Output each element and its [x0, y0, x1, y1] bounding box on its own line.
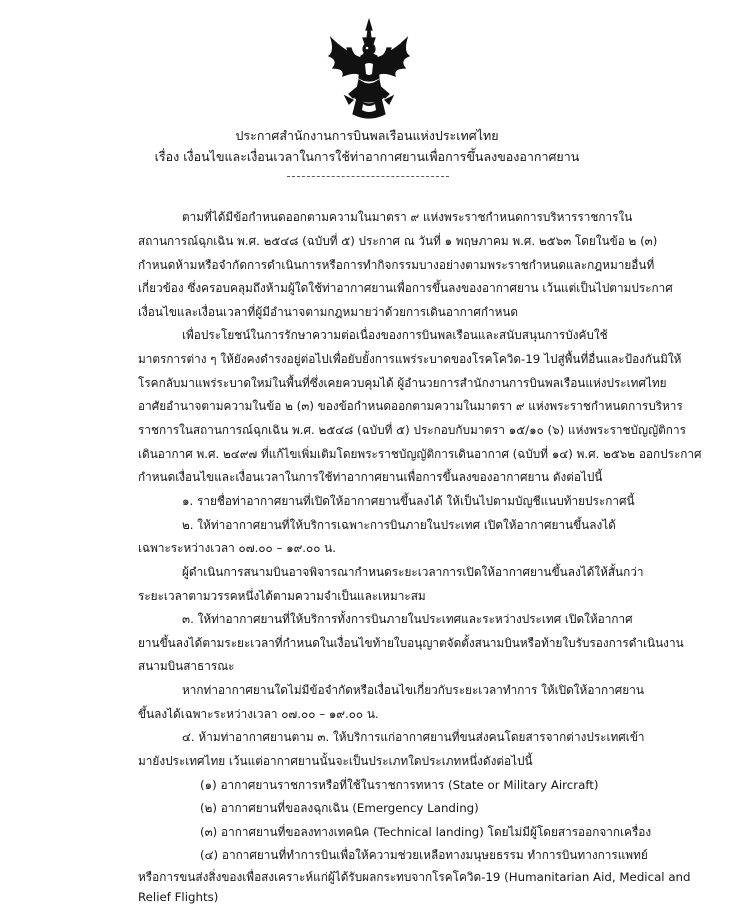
- body-line: หากท่าอากาศยานใดไม่มีข้อจำกัดหรือเงื่อนไขเกี่ยวกับระยะเวลาทำการ ให้เปิดให้อากาศยาน: [182, 683, 644, 697]
- title-divider: [287, 176, 449, 177]
- body-line: ขึ้นลงได้เฉพาะระหว่างเวลา ๐๗.๐๐ – ๑๙.๐๐ น.: [138, 707, 379, 721]
- body-line: เงื่อนไขและเงื่อนเวลาที่ผู้มีอำนาจตามกฎหมายว่าด้วยการเดินอากาศกำหนด: [138, 305, 519, 319]
- body-line: สนามบินสาธารณะ: [138, 659, 235, 673]
- body-line: ราชการในสถานการณ์ฉุกเฉิน พ.ศ. ๒๕๔๘ (ฉบับที่ ๕) ประกอบกับมาตรา ๑๕/๑๐ (๖) แห่งพระราชบัญญัติการ: [138, 423, 686, 437]
- body-line: ยานขึ้นลงได้ตามระยะเวลาที่กำหนดในเงื่อนไขท้ายใบอนุญาตจัดตั้งสนามบินหรือท้ายใบรับรองการดำเนินงาน: [138, 636, 684, 650]
- body-line: หรือการขนส่งสิ่งของเพื่อสงเคราะห์แก่ผู้ได้รับผลกระทบจากโรคโควิด-19 (Humanitarian Aid, Medical and: [138, 870, 691, 884]
- body-line: ระยะเวลาตามวรรคหนึ่งได้ตามความจำเป็นและเหมาะสม: [138, 589, 426, 603]
- body-line: มายังประเทศไทย เว้นแต่อากาศยานนั้นจะเป็นประเภทใดประเภทหนึ่งดังต่อไปนี้: [138, 754, 533, 768]
- sub-item-2: (๒) อากาศยานที่ขอลงฉุกเฉิน (Emergency Landing): [200, 801, 479, 815]
- sub-item-4: (๔) อากาศยานที่ทำการบินเพื่อให้ความช่วยเหลือทางมนุษยธรรม ทำการบินทางการแพทย์: [200, 848, 648, 862]
- sub-item-3: (๓) อากาศยานที่ขอลงทางเทคนิค (Technical landing) โดยไม่มีผู้โดยสารออกจากเครื่อง: [200, 825, 652, 839]
- clause-3: ๓. ให้ท่าอากาศยานที่ให้บริการทั้งการบินภายในประเทศและระหว่างประเทศ เปิดให้อากาศ: [182, 612, 633, 626]
- garuda-emblem-icon: [323, 18, 415, 124]
- body-line: สถานการณ์ฉุกเฉิน พ.ศ. ๒๕๔๘ (ฉบับที่ ๕) ประกาศ ณ วันที่ ๑ พฤษภาคม พ.ศ. ๒๕๖๓ โดยในข้อ ๒ (๓): [138, 234, 658, 248]
- body-line: ผู้ดำเนินการสนามบินอาจพิจารณากำหนดระยะเวลาการเปิดให้อากาศยานขึ้นลงได้ให้สั้นกว่า: [182, 565, 644, 579]
- body-line: Relief Flights): [138, 890, 219, 904]
- body-line: โรคกลับมาแพร่ระบาดใหม่ในพื้นที่ซึ่งเคยควบคุมได้ ผู้อำนวยการสำนักงานการบินพลเรือนแห่งประเทศไทย: [138, 376, 667, 390]
- body-line: อาศัยอำนาจตามความในข้อ ๒ (๓) ของข้อกำหนดออกตามความในมาตรา ๙ แห่งพระราชกำหนดการบริหาร: [138, 399, 683, 413]
- announcement-subject: เรื่อง เงื่อนไขและเงื่อนเวลาในการใช้ท่าอากาศยานเพื่อการขึ้นลงของอากาศยาน: [154, 149, 580, 164]
- body-line: ตามที่ได้มีข้อกำหนดออกตามความในมาตรา ๙ แห่งพระราชกำหนดการบริหารราชการใน: [182, 210, 633, 224]
- body-line: เฉพาะระหว่างเวลา ๐๗.๐๐ – ๑๙.๐๐ น.: [138, 541, 336, 555]
- announcement-title: ประกาศสำนักงานการบินพลเรือนแห่งประเทศไทย: [235, 128, 499, 143]
- clause-1: ๑. รายชื่อท่าอากาศยานที่เปิดให้อากาศยานขึ้นลงได้ ให้เป็นไปตามบัญชีแนบท้ายประกาศนี้: [182, 494, 635, 508]
- body-line: มาตรการต่าง ๆ ให้ยังคงดำรงอยู่ต่อไปเพื่อยับยั้งการแพร่ระบาดของโรคโควิด-19 ไปสู่พื้นที่อื่นและป้องกันมิให้: [138, 352, 682, 366]
- body-line: เดินอากาศ พ.ศ. ๒๔๙๗ ที่แก้ไขเพิ่มเติมโดยพระราชบัญญัติการเดินอากาศ (ฉบับที่ ๑๔) พ.ศ. ๒๕๖๒ ออกประกาศ: [138, 447, 702, 461]
- body-line: กำหนดเงื่อนไขและเงื่อนเวลาในการใช้ท่าอากาศยานเพื่อการขึ้นลงของอากาศยาน ดังต่อไปนี้: [138, 470, 603, 484]
- sub-item-1: (๑) อากาศยานราชการหรือที่ใช้ในราชการทหาร (State or Military Aircraft): [200, 778, 599, 792]
- clause-2: ๒. ให้ท่าอากาศยานที่ให้บริการเฉพาะการบินภายในประเทศ เปิดให้อากาศยานขึ้นลงได้: [182, 518, 616, 532]
- body-line: กำหนดห้ามหรือจำกัดการดำเนินการหรือการทำกิจกรรมบางอย่างตามพระราชกำหนดและกฎหมายอื่นที่: [138, 258, 655, 272]
- body-line: เพื่อประโยชน์ในการรักษาความต่อเนื่องของการบินพลเรือนและสนับสนุนการบังคับใช้: [182, 328, 608, 342]
- body-line: เกี่ยวข้อง ซึ่งครอบคลุมถึงห้ามผู้ใดใช้ท่าอากาศยานเพื่อการขึ้นลงของอากาศยาน เว้นแต่เป็นไปตามประกาศ: [138, 281, 673, 295]
- clause-4: ๔. ห้ามท่าอากาศยานตาม ๓. ให้บริการแก่อากาศยานที่ขนส่งคนโดยสารจากต่างประเทศเข้า: [182, 730, 645, 744]
